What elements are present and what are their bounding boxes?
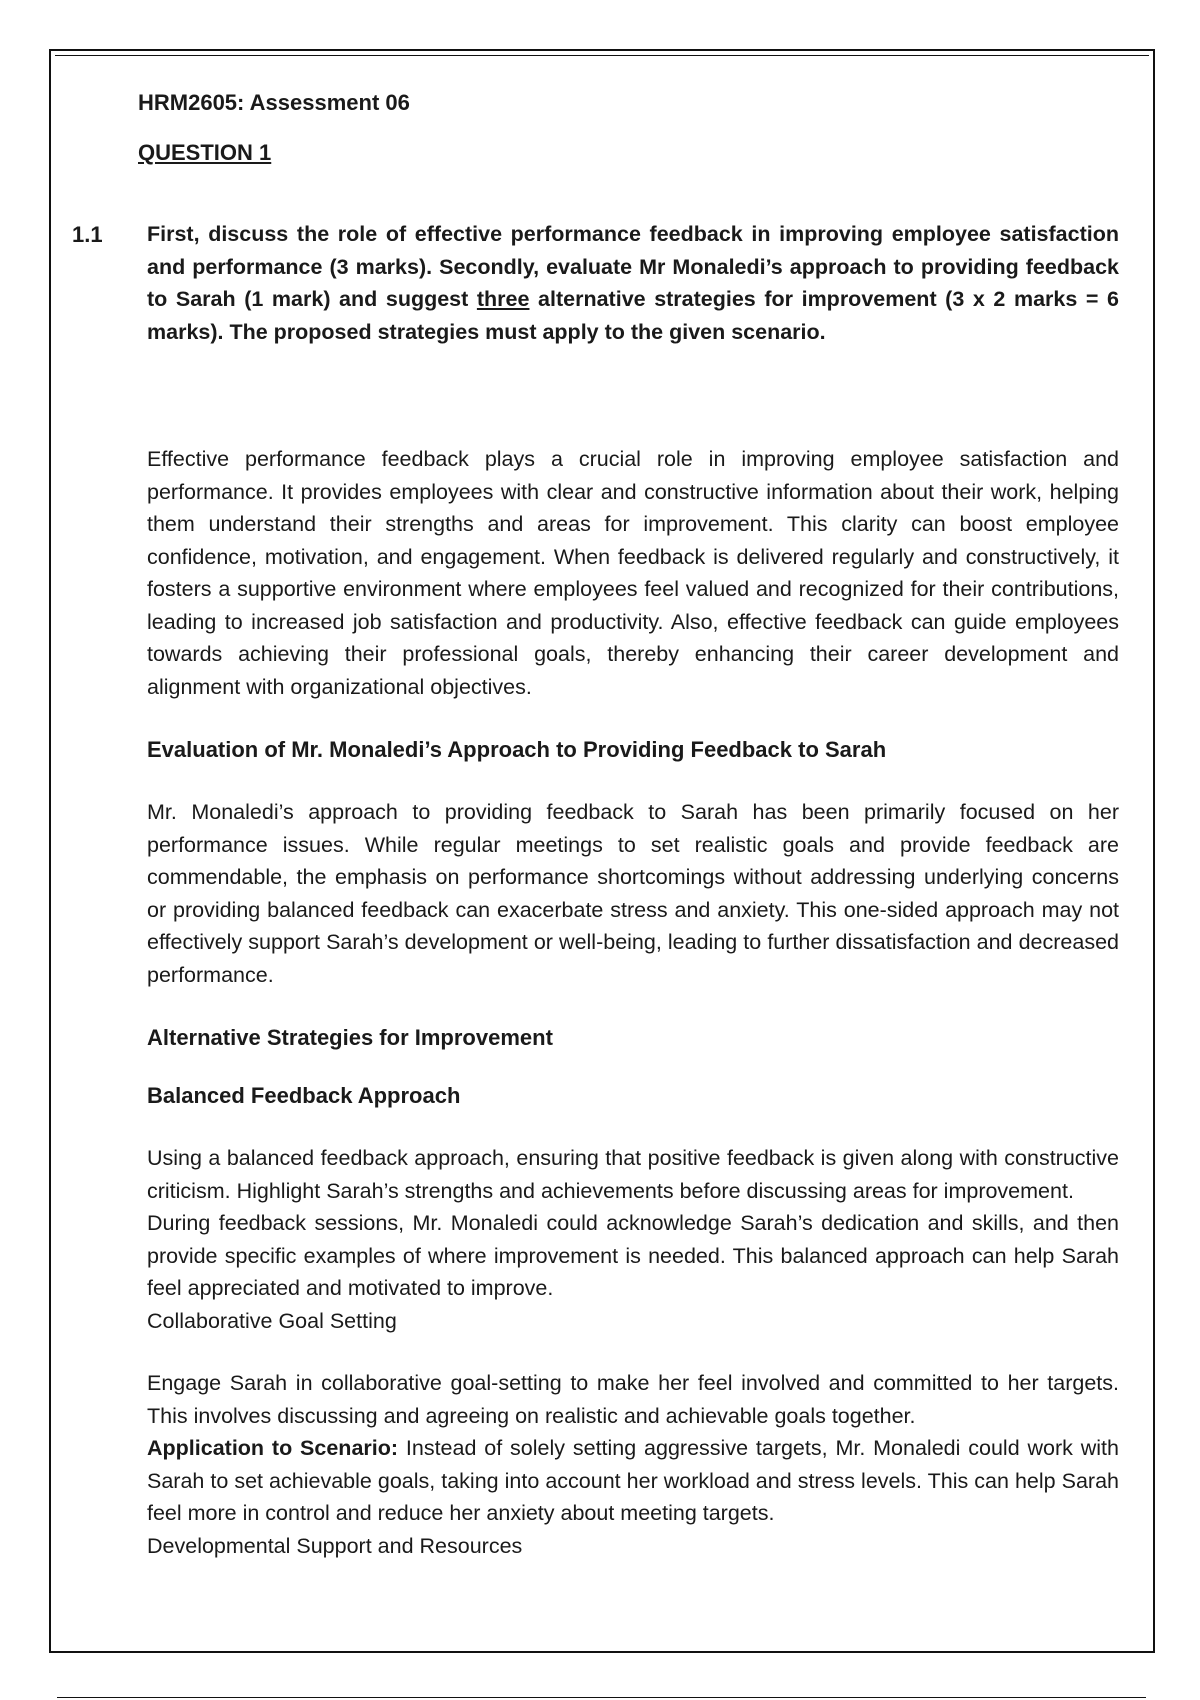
question-text: [147, 218, 1119, 348]
strategy1-application: During feedback sessions, Mr. Monaledi could acknowledge Sarah’s dedication and skills, and then provide specific examples of where improvement is needed. This balanced approach can help Sarah feel appreciated and motivated to improve.: [147, 1211, 1119, 1300]
bottom-rule: [57, 1697, 1146, 1698]
question-text-underlined: three: [476, 287, 530, 311]
strategy2-application-text: Instead of solely setting aggressive targets, Mr. Monaledi could work with Sarah to set achievable goals, taking into account her workload and stress levels. This can help Sarah feel more in control and reduce her anxiety about meeting targets.: [147, 1436, 1119, 1525]
question-text-part2: alternative strategies for improvement (3 x 2 marks = 6 marks). The proposed strategies must apply to the given scenario.: [147, 287, 1120, 344]
top-rule: [55, 55, 1149, 56]
strategy2-heading: Collaborative Goal Setting: [147, 1308, 397, 1333]
document-header-title: HRM2605: Assessment 06: [138, 90, 410, 115]
strategy1-heading: Balanced Feedback Approach: [147, 1083, 461, 1108]
intro-paragraph: Effective performance feedback plays a crucial role in improving employee satisfaction and performance. It provides employees with clear and constructive information about their work, helping them understand their strengths and areas for improvement. This clarity can boost employee confidence, motivation, and engagement. When feedback is delivered regularly and constructively, it fosters a supportive environment where employees feel valued and recognized for their contributions, leading to increased job satisfaction and productivity. Also, effective feedback can guide employees towards achieving their professional goals, thereby enhancing their career development and alignment with organizational objectives.: [147, 447, 1119, 699]
question-text-part1: First, discuss the role of effective performance feedback in improving employee satisfaction and performance (3 marks). Secondly, evaluate Mr Monaledi’s approach to providing feedback to Sarah (1 mark) and suggest: [147, 222, 1119, 311]
question-heading: QUESTION 1: [138, 140, 272, 165]
strategies-heading: Alternative Strategies for Improvement: [147, 1025, 553, 1050]
strategy1-paragraph: Using a balanced feedback approach, ensuring that positive feedback is given along with constructive criticism. Highlight Sarah’s strengths and achievements before discussing areas for improvement.: [147, 1146, 1119, 1203]
strategy3-heading: Developmental Support and Resources: [147, 1533, 523, 1558]
application-label: Application to Scenario:: [147, 1436, 399, 1460]
evaluation-paragraph: Mr. Monaledi’s approach to providing feedback to Sarah has been primarily focused on her performance issues. While regular meetings to set realistic goals and provide feedback are commendable, the emphasis on performance shortcomings without addressing underlying concerns or providing balanced feedback can exacerbate stress and anxiety. This one-sided approach may not effectively support Sarah’s development or well-being, leading to further dissatisfaction and decreased performance.: [147, 800, 1119, 987]
strategy2-paragraph: Engage Sarah in collaborative goal-setting to make her feel involved and committed to her targets. This involves discussing and agreeing on realistic and achievable goals together.: [147, 1371, 1119, 1428]
evaluation-heading: Evaluation of Mr. Monaledi’s Approach to Providing Feedback to Sarah: [147, 737, 887, 762]
question-number: 1.1: [72, 222, 103, 247]
answer-body: [147, 443, 1119, 1562]
strategy2-application: [147, 1432, 1119, 1530]
